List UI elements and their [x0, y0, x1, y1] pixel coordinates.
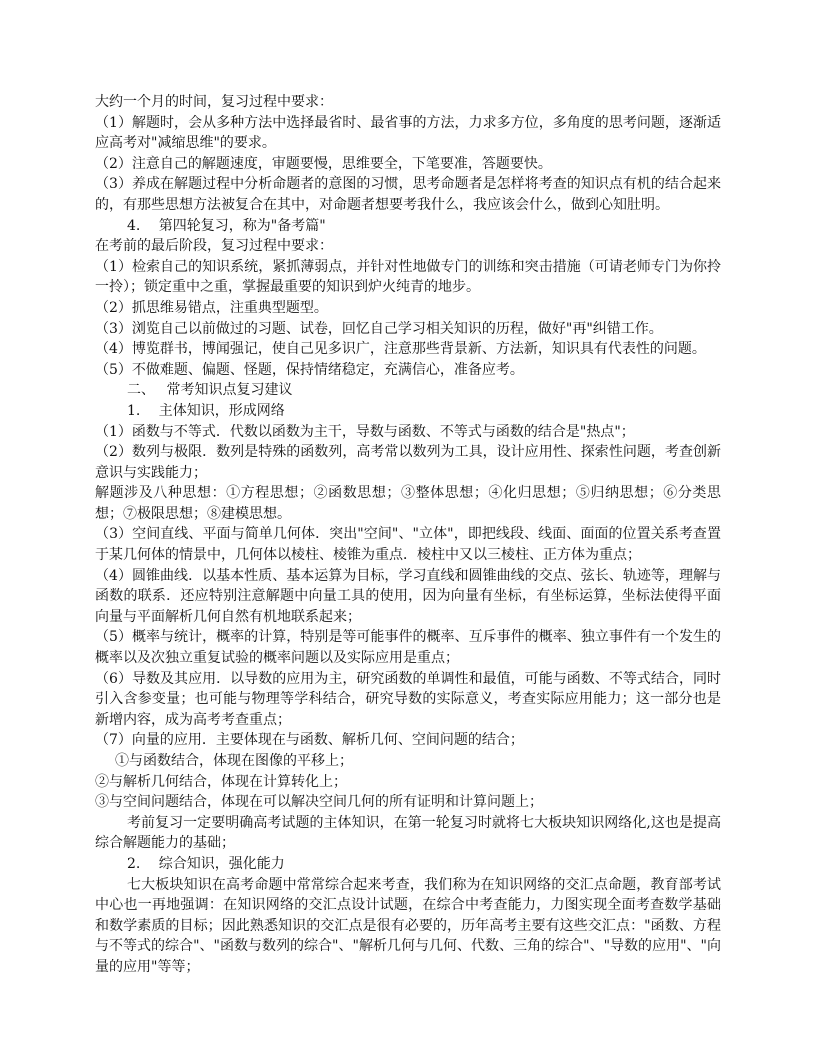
- paragraph: （6）导数及其应用．以导数的应用为主，研究函数的单调性和最值，可能与函数、不等式结合，同时引入含参变量；也可能与物理等学科结合，研究导数的实际意义，考查实际应用能力；这一部分也是新增内容，成为高考考查重点；: [95, 670, 721, 728]
- paragraph: ①与函数结合，体现在图像的平移上；: [115, 753, 353, 769]
- paragraph: （2）抓思维易错点，注重典型题型。: [95, 299, 328, 316]
- paragraph: （1）检索自己的知识系统，紧抓薄弱点，并针对性地做专门的训练和突击措施（可请老师专门为你拎一拎）；锁定重中之重，掌握最重要的知识到炉火纯青的地步。: [95, 258, 721, 296]
- paragraph: （5）概率与统计，概率的计算，特别是等可能事件的概率、互斥事件的概率、独立事件有一个发生的概率以及次独立重复试验的概率问题以及实际应用是重点；: [95, 629, 721, 667]
- paragraph: ③与空间问题结合，体现在可以解决空间几何的所有证明和计算问题上；: [95, 794, 543, 811]
- document-body: [95, 92, 721, 978]
- paragraph: 二、 常考知识点复习建议: [127, 382, 293, 399]
- paragraph: （1）函数与不等式．代数以函数为主干，导数与函数、不等式与函数的结合是"热点"；: [95, 423, 635, 440]
- paragraph: （2）数列与极限．数列是特殊的函数列，高考常以数列为工具，设计应用性、探索性问题，考查创新意识与实践能力；: [95, 444, 721, 481]
- paragraph: 1. 主体知识，形成网络: [127, 402, 285, 419]
- paragraph: 考前复习一定要明确高考试题的主体知识，在第一轮复习时就将七大板块知识网络化,这也是提高综合解题能力的基础；: [95, 814, 721, 852]
- paragraph: （5）不做难题、偏题、怪题，保持情绪稳定，充满信心，准备应考。: [95, 361, 524, 378]
- paragraph: 2. 综合知识，强化能力: [127, 855, 285, 872]
- paragraph: （7）向量的应用．主要体现在与函数、解析几何、空间问题的结合；: [95, 732, 524, 749]
- paragraph: （3）空间直线、平面与简单几何体．突出"空间"、"立体"，即把线段、线面、面面的位置关系考查置于某几何体的情景中，几何体以棱柱、棱锥为重点．棱柱中又以三棱柱、正方体为重点；: [95, 526, 721, 564]
- paragraph: 4. 第四轮复习，称为"备考篇": [127, 217, 326, 234]
- paragraph: 大约一个月的时间，复习过程中要求：: [95, 94, 333, 110]
- paragraph: 在考前的最后阶段，复习过程中要求：: [95, 238, 333, 255]
- paragraph: （4）圆锥曲线．以基本性质、基本运算为目标，学习直线和圆锥曲线的交点、弦长、轨迹等，理解与函数的联系．还应特别注意解题中向量工具的使用，因为向量有坐标，有坐标运算，坐标法使得平面向量与平面解析几何自然有机地联系起来；: [95, 567, 721, 625]
- paragraph: 七大板块知识在高考命题中常常综合起来考查，我们称为在知识网络的交汇点命题，教育部考试中心也一再地强调：在知识网络的交汇点设计试题，在综合中考查能力，力图实现全面考查数学基础和数学素质的目标；因此熟悉知识的交汇点是很有必要的，历年高考主要有这些交汇点："函数、方程与不等式的综合"、"函数与数列的综合"、"解析几何与几何、代数、三角的综合"、"导数的应用"、"向量的应用"等等；: [95, 876, 721, 975]
- paragraph: （3）养成在解题过程中分析命题者的意图的习惯，思考命题者是怎样将考查的知识点有机的结合起来的，有那些思想方法被复合在其中，对命题者想要考我什么，我应该会什么，做到心知肚明。: [95, 176, 721, 213]
- paragraph: 解题涉及八种思想：①方程思想；②函数思想；③整体思想；④化归思想；⑤归纳思想；⑥分类思想；⑦极限思想；⑧建模思想。: [95, 485, 721, 522]
- paragraph: （1）解题时，会从多种方法中选择最省时、最省事的方法，力求多方位，多角度的思考问题，逐渐适应高考对"减缩思维"的要求。: [95, 114, 721, 152]
- paragraph: （2）注意自己的解题速度，审题要慢，思维要全，下笔要准，答题要快。: [95, 155, 552, 172]
- paragraph: ②与解析几何结合，体现在计算转化上；: [95, 773, 347, 790]
- paragraph: （3）浏览自己以前做过的习题、试卷，回忆自己学习相关知识的历程，做好"再"纠错工作。: [95, 320, 663, 337]
- paragraph: （4）博览群书，博闻强记，使自己见多识广，注意那些背景新、方法新，知识具有代表性的问题。: [95, 341, 706, 358]
